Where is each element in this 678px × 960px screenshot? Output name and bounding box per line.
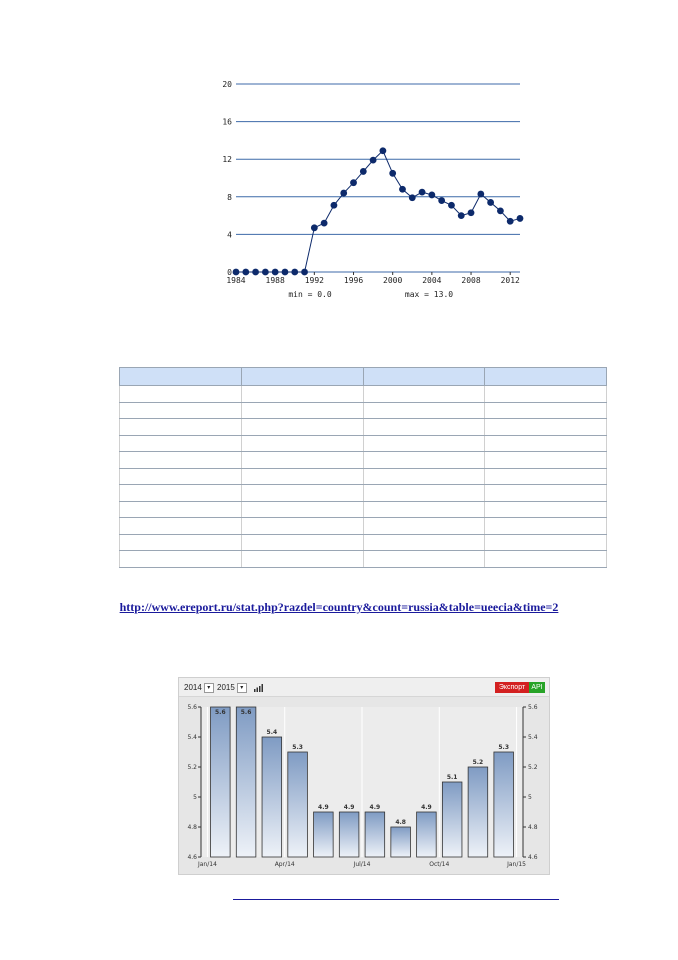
table-cell	[485, 534, 607, 551]
data-point	[438, 197, 445, 204]
table-cell	[363, 485, 485, 502]
year-from-select[interactable]	[184, 682, 214, 693]
signal-icon[interactable]	[254, 684, 263, 692]
data-table	[119, 367, 607, 568]
table-cell	[485, 386, 607, 403]
table-row	[120, 501, 607, 518]
table-cell	[241, 435, 363, 452]
table-cell	[363, 551, 485, 568]
table-cell	[241, 551, 363, 568]
bar-value-label: 4.9	[369, 804, 381, 811]
table-cell	[363, 534, 485, 551]
data-point	[301, 269, 308, 276]
data-point	[321, 220, 328, 227]
data-point	[242, 269, 249, 276]
data-point	[507, 218, 514, 225]
table-cell	[485, 435, 607, 452]
table-cell	[241, 419, 363, 436]
data-point	[419, 189, 426, 196]
y-tick-label: 4	[227, 230, 232, 240]
table-cell	[120, 551, 242, 568]
data-point	[272, 269, 279, 276]
bar	[236, 707, 256, 857]
table-cell	[241, 402, 363, 419]
bar	[314, 812, 334, 857]
table-row	[120, 452, 607, 469]
x-tick-label: 2012	[500, 276, 520, 285]
table-row	[120, 386, 607, 403]
table-cell	[241, 386, 363, 403]
y-tick-label: 12	[222, 155, 232, 165]
table-cell	[485, 468, 607, 485]
min-label: min = 0.0	[288, 290, 332, 299]
table-cell	[363, 402, 485, 419]
x-tick-label: Jan/15	[507, 861, 527, 868]
y-tick-label-right: 5.6	[528, 704, 538, 711]
y-tick-label-right: 5	[528, 794, 532, 801]
table-cell	[363, 419, 485, 436]
table-row	[120, 435, 607, 452]
table-cell	[120, 501, 242, 518]
bar	[339, 812, 359, 857]
table-header-cell	[120, 368, 242, 386]
y-tick-label: 0	[227, 268, 232, 277]
data-point	[409, 194, 416, 201]
data-point	[282, 269, 289, 276]
table-cell	[485, 501, 607, 518]
table-cell	[241, 518, 363, 535]
table-row	[120, 534, 607, 551]
table-cell	[363, 518, 485, 535]
bar-value-label: 4.9	[343, 804, 355, 811]
table-row	[120, 402, 607, 419]
table-header-cell	[485, 368, 607, 386]
table-row	[120, 485, 607, 502]
max-label: max = 13.0	[404, 290, 454, 299]
data-point	[370, 157, 377, 164]
x-tick-label: 1988	[265, 276, 285, 285]
table-cell	[485, 452, 607, 469]
table-cell	[363, 452, 485, 469]
y-tick-label-right: 5.4	[528, 734, 538, 741]
source-link[interactable]: http://www.ereport.ru/stat.php?razdel=country&count=russia&table=ueecia&time=2	[119, 600, 559, 614]
y-tick-label: 20	[222, 80, 232, 89]
x-tick-label: Oct/14	[429, 861, 450, 868]
y-tick-label-right: 5.2	[528, 764, 538, 771]
y-tick-label-left: 5	[193, 794, 197, 801]
bar-value-label: 5.6	[214, 709, 226, 716]
export-button[interactable]: Экспорт	[495, 682, 529, 693]
y-tick-label-left: 4.8	[187, 824, 197, 831]
table-cell	[363, 468, 485, 485]
table-header-cell	[241, 368, 363, 386]
bar	[442, 782, 462, 857]
table-header-row	[120, 368, 607, 386]
bar-chart	[179, 697, 549, 873]
chevron-down-icon: ▾	[204, 683, 214, 693]
x-tick-label: 2000	[383, 276, 403, 285]
data-point	[331, 202, 338, 209]
table-cell	[241, 485, 363, 502]
x-tick-label: 2008	[461, 276, 481, 285]
bar	[391, 827, 411, 857]
table-cell	[120, 485, 242, 502]
data-point	[233, 269, 240, 276]
y-tick-label: 16	[222, 117, 232, 127]
bar-value-label: 4.9	[318, 804, 329, 811]
unemployment-line-chart	[218, 72, 530, 310]
chevron-down-icon: ▾	[237, 683, 247, 693]
table-row	[120, 518, 607, 535]
x-tick-label: Jan/14	[197, 861, 217, 868]
bar	[288, 752, 308, 857]
table-cell	[120, 468, 242, 485]
data-point	[399, 186, 406, 193]
data-point	[458, 212, 465, 219]
table-cell	[241, 534, 363, 551]
data-point	[468, 209, 475, 216]
api-button[interactable]: API	[529, 682, 545, 693]
table-row	[120, 468, 607, 485]
data-point	[497, 208, 504, 215]
table-cell	[363, 435, 485, 452]
table-cell	[485, 485, 607, 502]
table-cell	[120, 419, 242, 436]
table-header-cell	[363, 368, 485, 386]
table-row	[120, 551, 607, 568]
table-cell	[485, 419, 607, 436]
table-cell	[363, 501, 485, 518]
x-tick-label: 2004	[422, 276, 442, 285]
y-tick-label-right: 4.6	[528, 854, 538, 861]
bar-value-label: 4.8	[395, 819, 406, 826]
y-tick-label-left: 5.2	[187, 764, 197, 771]
table-cell	[485, 518, 607, 535]
x-tick-label: Jul/14	[353, 861, 371, 868]
table-row	[120, 419, 607, 436]
table-cell	[241, 501, 363, 518]
data-point	[448, 202, 455, 209]
data-point	[379, 147, 386, 154]
data-point	[311, 224, 318, 231]
x-tick-label: 1984	[226, 276, 246, 285]
year-to-select[interactable]	[217, 682, 247, 693]
bar-value-label: 5.6	[240, 709, 252, 716]
data-point	[340, 190, 347, 197]
table-cell	[241, 468, 363, 485]
table-cell	[120, 534, 242, 551]
bar	[417, 812, 437, 857]
y-tick-label-right: 4.8	[528, 824, 538, 831]
source-link-underline[interactable]	[233, 899, 559, 900]
series-line	[236, 151, 520, 272]
data-point	[487, 199, 494, 206]
data-point	[477, 191, 484, 198]
bar-value-label: 5.4	[266, 729, 278, 736]
data-point	[517, 215, 524, 222]
bar	[365, 812, 385, 857]
data-point	[252, 269, 259, 276]
data-point	[389, 170, 396, 177]
table-cell	[485, 402, 607, 419]
year-from-value: 2014	[184, 683, 202, 692]
bar-value-label: 5.1	[446, 774, 458, 781]
table-cell	[120, 518, 242, 535]
table-cell	[241, 452, 363, 469]
bar-value-label: 4.9	[421, 804, 432, 811]
bar	[262, 737, 282, 857]
year-to-value: 2015	[217, 683, 235, 692]
table-cell	[363, 386, 485, 403]
y-tick-label-left: 5.6	[187, 704, 197, 711]
data-point	[350, 179, 357, 186]
bar	[494, 752, 514, 857]
bar-value-label: 5.3	[292, 744, 303, 751]
bar-value-label: 5.3	[498, 744, 510, 751]
table-cell	[120, 435, 242, 452]
y-tick-label-left: 5.4	[187, 734, 197, 741]
y-tick-label: 8	[227, 192, 232, 202]
bar	[211, 707, 231, 857]
chart-toolbar	[179, 678, 549, 697]
table-cell	[120, 402, 242, 419]
x-tick-label: 1992	[304, 276, 324, 285]
x-tick-label: Apr/14	[274, 861, 295, 868]
x-tick-label: 1996	[343, 276, 364, 285]
data-point	[428, 192, 435, 199]
table-cell	[120, 452, 242, 469]
table-cell	[485, 551, 607, 568]
y-tick-label-left: 4.6	[187, 854, 197, 861]
data-point	[262, 269, 269, 276]
bar-value-label: 5.2	[472, 759, 484, 766]
data-point	[360, 168, 367, 175]
table-cell	[120, 386, 242, 403]
monthly-bar-chart-widget	[178, 677, 550, 875]
bar	[468, 767, 488, 857]
data-point	[291, 269, 298, 276]
